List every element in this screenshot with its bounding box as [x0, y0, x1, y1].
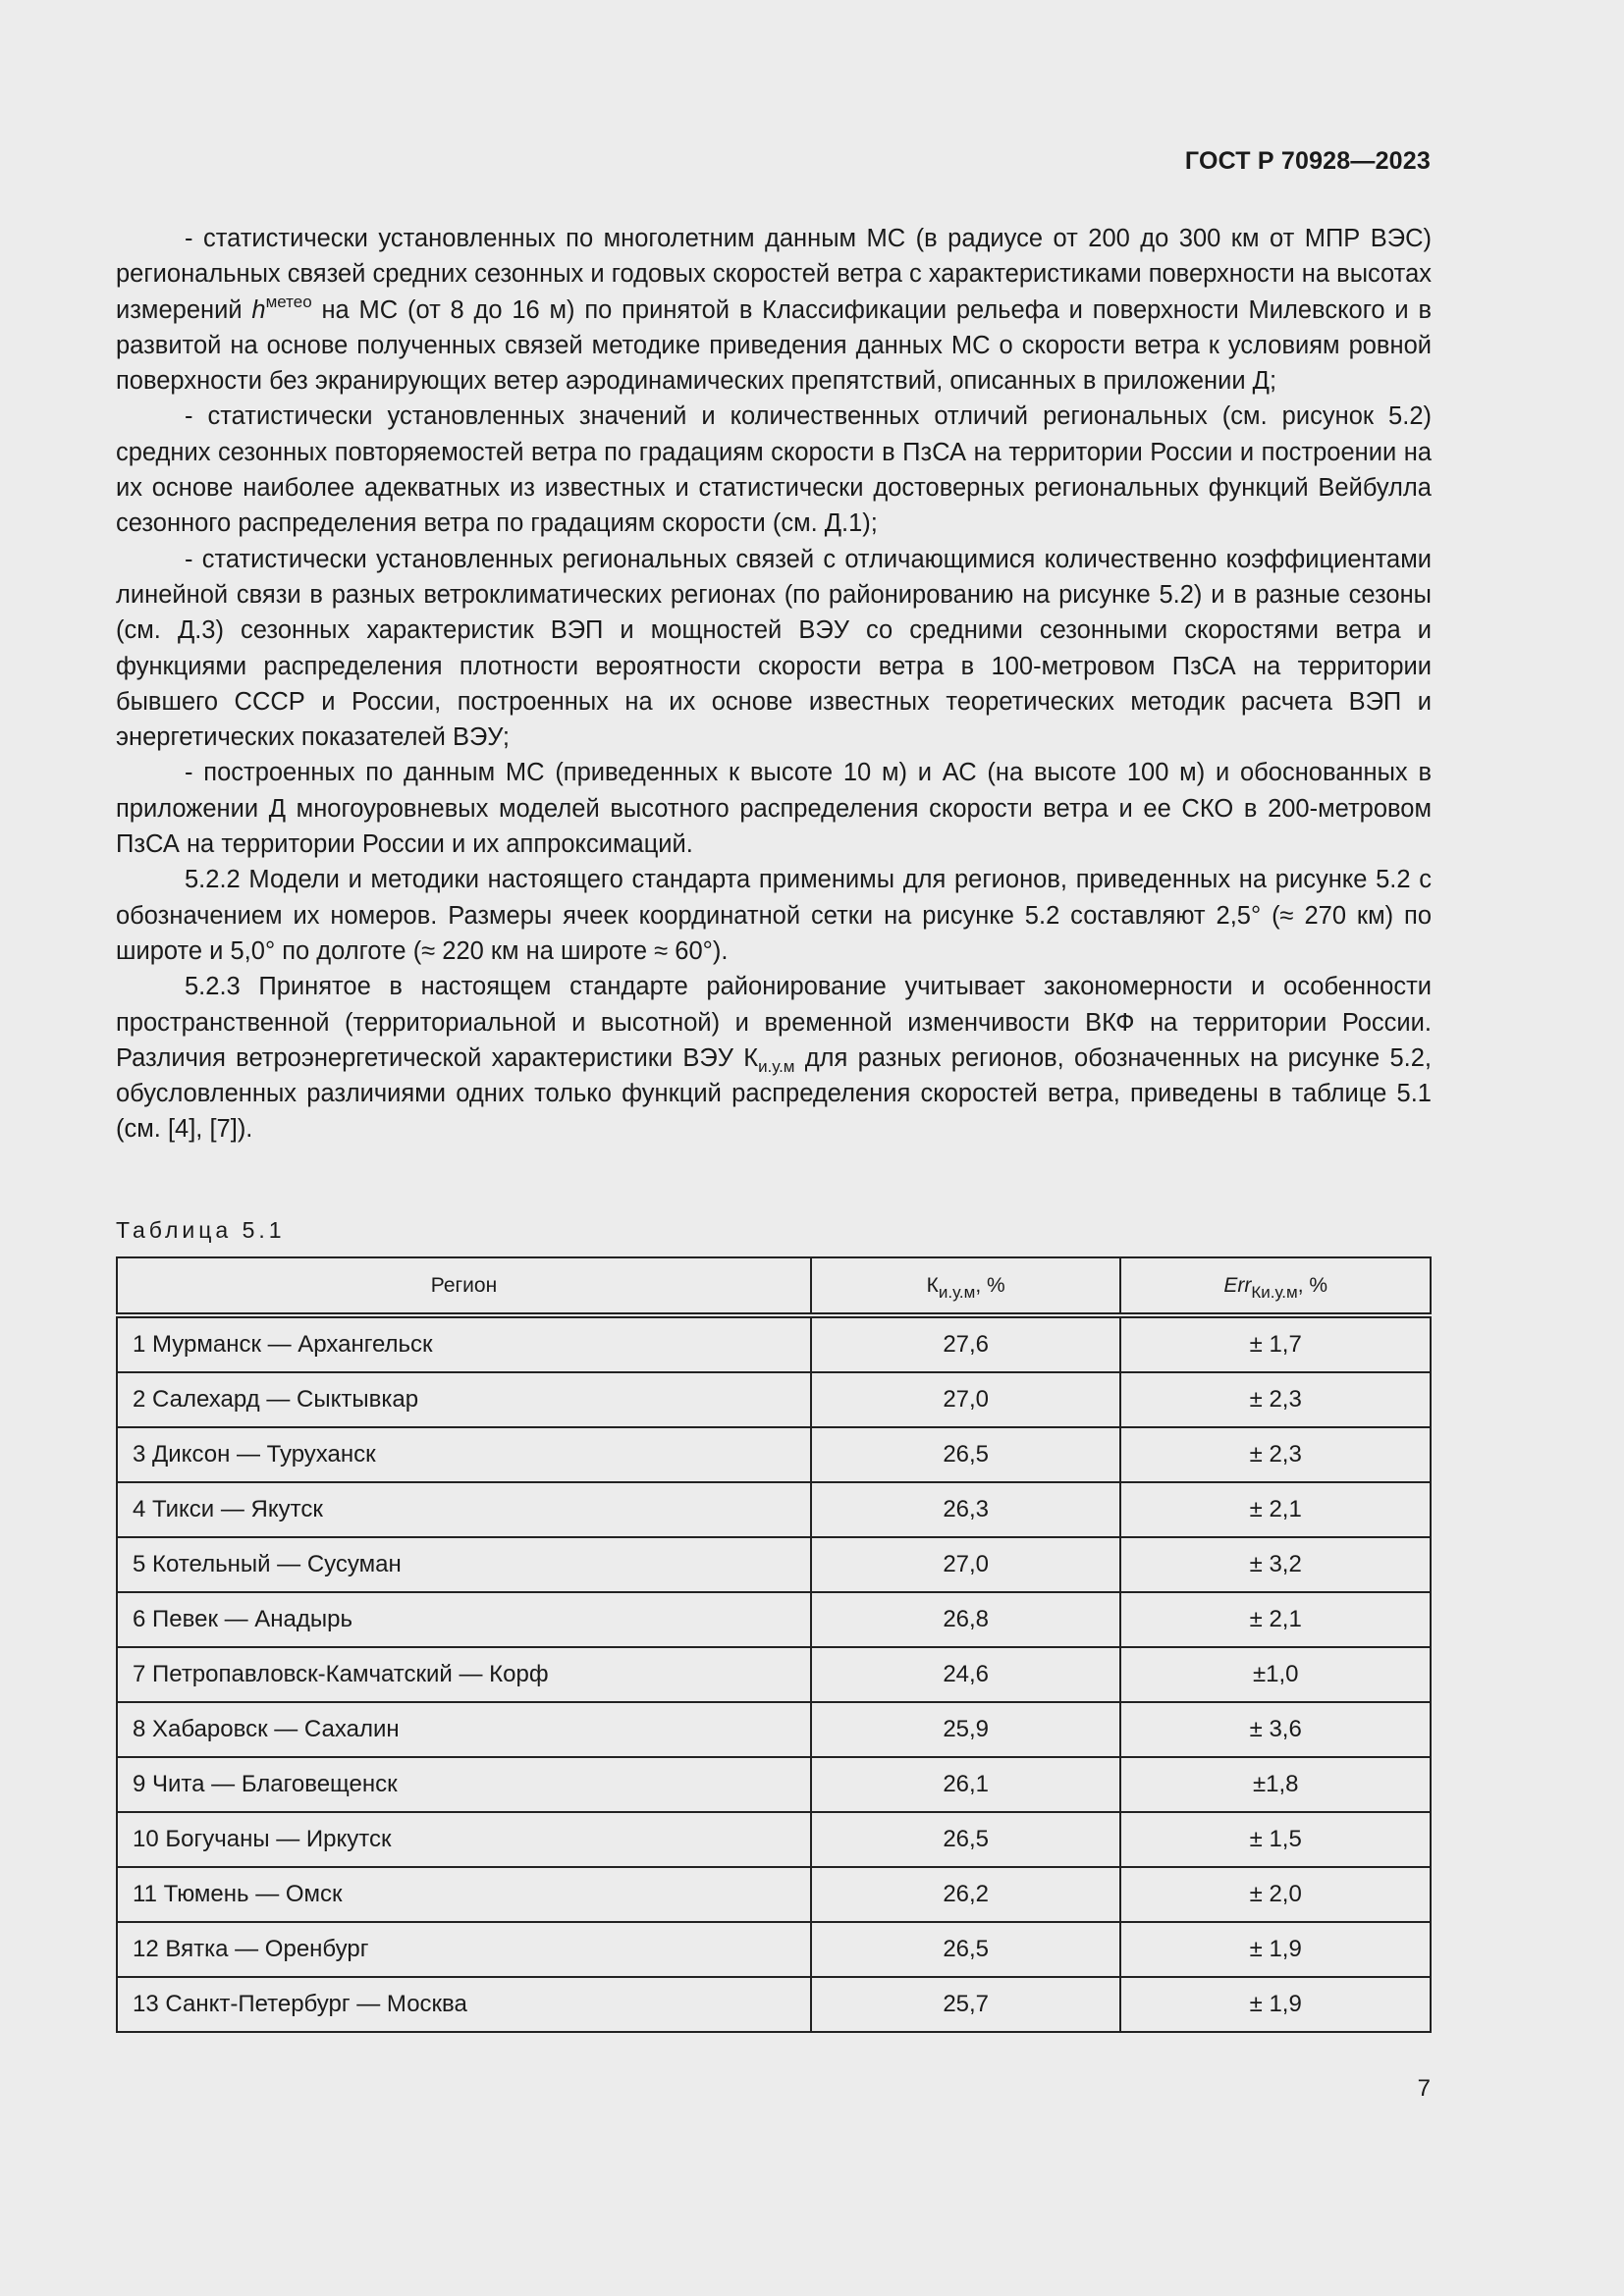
- table-row: [117, 1372, 1431, 1427]
- err-cell: ± 1,5: [1120, 1812, 1431, 1867]
- region-cell: 1 Мурманск — Архангельск: [117, 1315, 811, 1372]
- document-header: ГОСТ Р 70928—2023: [1184, 147, 1431, 175]
- region-cell: 5 Котельный — Сусуман: [117, 1537, 811, 1592]
- table-row: [117, 1702, 1431, 1757]
- paragraph-4: - построенных по данным МС (приведенных к высоте 10 м) и АС (на высоте 100 м) и обоснованных в приложении Д многоуровневых моделей высотного распределения скорости ветра и ее СКО в 200-метровом ПзСА на территории России и их аппроксимаций.: [116, 759, 1432, 859]
- region-cell: 2 Салехард — Сыктывкар: [117, 1372, 811, 1427]
- k-cell: 27,0: [811, 1372, 1121, 1427]
- table-row: [117, 1977, 1431, 2032]
- table-row: [117, 1867, 1431, 1922]
- err-cell: ± 2,0: [1120, 1867, 1431, 1922]
- k-cell: 26,2: [811, 1867, 1121, 1922]
- k-cell: 26,3: [811, 1482, 1121, 1537]
- table-header-row: [117, 1257, 1431, 1315]
- err-cell: ± 2,1: [1120, 1482, 1431, 1537]
- err-cell: ± 1,9: [1120, 1922, 1431, 1977]
- err-cell: ± 3,2: [1120, 1537, 1431, 1592]
- region-cell: 3 Диксон — Туруханск: [117, 1427, 811, 1482]
- paragraph-1: - статистически установленных по многолетним данным МС (в радиусе от 200 до 300 км от МПР ВЭС) региональных связей средних сезонных и годовых скоростей ветра с характеристиками поверхности на высотах измерений $h^{метео}$ на МС (от 8 до 16 м) по принятой в Классификации рельефа и поверхности Милевского и в развитой на основе полученных связей методике приведения данных МС о скорости ветра к условиям ровной поверхности без экранирующих ветер аэродинамических препятствий, описанных в приложении Д;: [116, 225, 1432, 396]
- region-cell: 13 Санкт-Петербург — Москва: [117, 1977, 811, 2032]
- region-cell: 9 Чита — Благовещенск: [117, 1757, 811, 1812]
- err-cell: ±1,0: [1120, 1647, 1431, 1702]
- table-row: [117, 1592, 1431, 1647]
- err-cell: ± 2,3: [1120, 1427, 1431, 1482]
- err-cell: ± 2,3: [1120, 1372, 1431, 1427]
- k-cell: 25,7: [811, 1977, 1121, 2032]
- table-row: [117, 1922, 1431, 1977]
- header-region: Регион: [117, 1257, 811, 1315]
- region-cell: 10 Богучаны — Иркутск: [117, 1812, 811, 1867]
- region-cell: 8 Хабаровск — Сахалин: [117, 1702, 811, 1757]
- table-row: [117, 1757, 1431, 1812]
- page-number: 7: [1417, 2075, 1431, 2102]
- region-cell: 11 Тюмень — Омск: [117, 1867, 811, 1922]
- k-cell: 26,5: [811, 1427, 1121, 1482]
- header-k: $К_{и.у.м}$, %: [811, 1257, 1121, 1315]
- table-row: [117, 1647, 1431, 1702]
- k-cell: 26,5: [811, 1812, 1121, 1867]
- region-cell: 7 Петропавловск-Камчатский — Корф: [117, 1647, 811, 1702]
- region-cell: 4 Тикси — Якутск: [117, 1482, 811, 1537]
- k-cell: 27,0: [811, 1537, 1121, 1592]
- k-cell: 26,5: [811, 1922, 1121, 1977]
- paragraph-5-2-2: 5.2.2 Модели и методики настоящего стандарта применимы для регионов, приведенных на рисунке 5.2 с обозначением их номеров. Размеры ячеек координатной сетки на рисунке 5.2 составляют 2,5° (≈ 270 км) по широте и 5,0° по долготе (≈ 220 км на широте ≈ 60°).: [116, 866, 1432, 965]
- region-cell: 6 Певек — Анадырь: [117, 1592, 811, 1647]
- k-cell: 25,9: [811, 1702, 1121, 1757]
- table-row: [117, 1482, 1431, 1537]
- err-cell: ± 1,9: [1120, 1977, 1431, 2032]
- body-text: [116, 221, 1432, 1148]
- paragraph-5-2-3: 5.2.3 Принятое в настоящем стандарте районирование учитывает закономерности и особенности пространственной (территориальной и высотной) и временной изменчивости ВКФ на территории России. Различия ветроэнергетической характеристики ВЭУ $К_{и.у.м}$ для разных регионов, обозначенных на рисунке 5.2, обусловленных различиями одних только функций распределения скоростей ветра, приведены в таблице 5.1 (см. [4], [7]).: [116, 973, 1432, 1144]
- paragraph-3: - статистически установленных региональных связей с отличающимися количественно коэффициентами линейной связи в разных ветроклиматических регионах (по районированию на рисунке 5.2) и в разные сезоны (см. Д.3) сезонных характеристик ВЭП и мощностей ВЭУ со средними сезонными скоростями ветра и функциями распределения плотности вероятности скорости ветра в 100-метровом ПзСА на территории бывшего СССР и России, построенных на их основе известных теоретических методик расчета ВЭП и энергетических показателей ВЭУ;: [116, 545, 1432, 752]
- k-cell: 24,6: [811, 1647, 1121, 1702]
- table-row: [117, 1427, 1431, 1482]
- data-table: [116, 1256, 1432, 2033]
- err-cell: ± 1,7: [1120, 1315, 1431, 1372]
- header-err: Err$_{Ки.у.м}$, %: [1120, 1257, 1431, 1315]
- region-cell: 12 Вятка — Оренбург: [117, 1922, 811, 1977]
- k-cell: 26,8: [811, 1592, 1121, 1647]
- table-row: [117, 1315, 1431, 1372]
- err-cell: ± 2,1: [1120, 1592, 1431, 1647]
- table-row: [117, 1537, 1431, 1592]
- k-cell: 27,6: [811, 1315, 1121, 1372]
- err-cell: ±1,8: [1120, 1757, 1431, 1812]
- paragraph-2: - статистически установленных значений и количественных отличий региональных (см. рисунок 5.2) средних сезонных повторяемостей ветра по градациям скорости в ПзСА на территории России и построении на их основе наиболее адекватных из известных и статистически достоверных региональных функций Вейбулла сезонного распределения ветра по градациям скорости (см. Д.1);: [116, 402, 1432, 538]
- err-cell: ± 3,6: [1120, 1702, 1431, 1757]
- table-title: Таблица 5.1: [116, 1217, 286, 1243]
- table-row: [117, 1812, 1431, 1867]
- k-cell: 26,1: [811, 1757, 1121, 1812]
